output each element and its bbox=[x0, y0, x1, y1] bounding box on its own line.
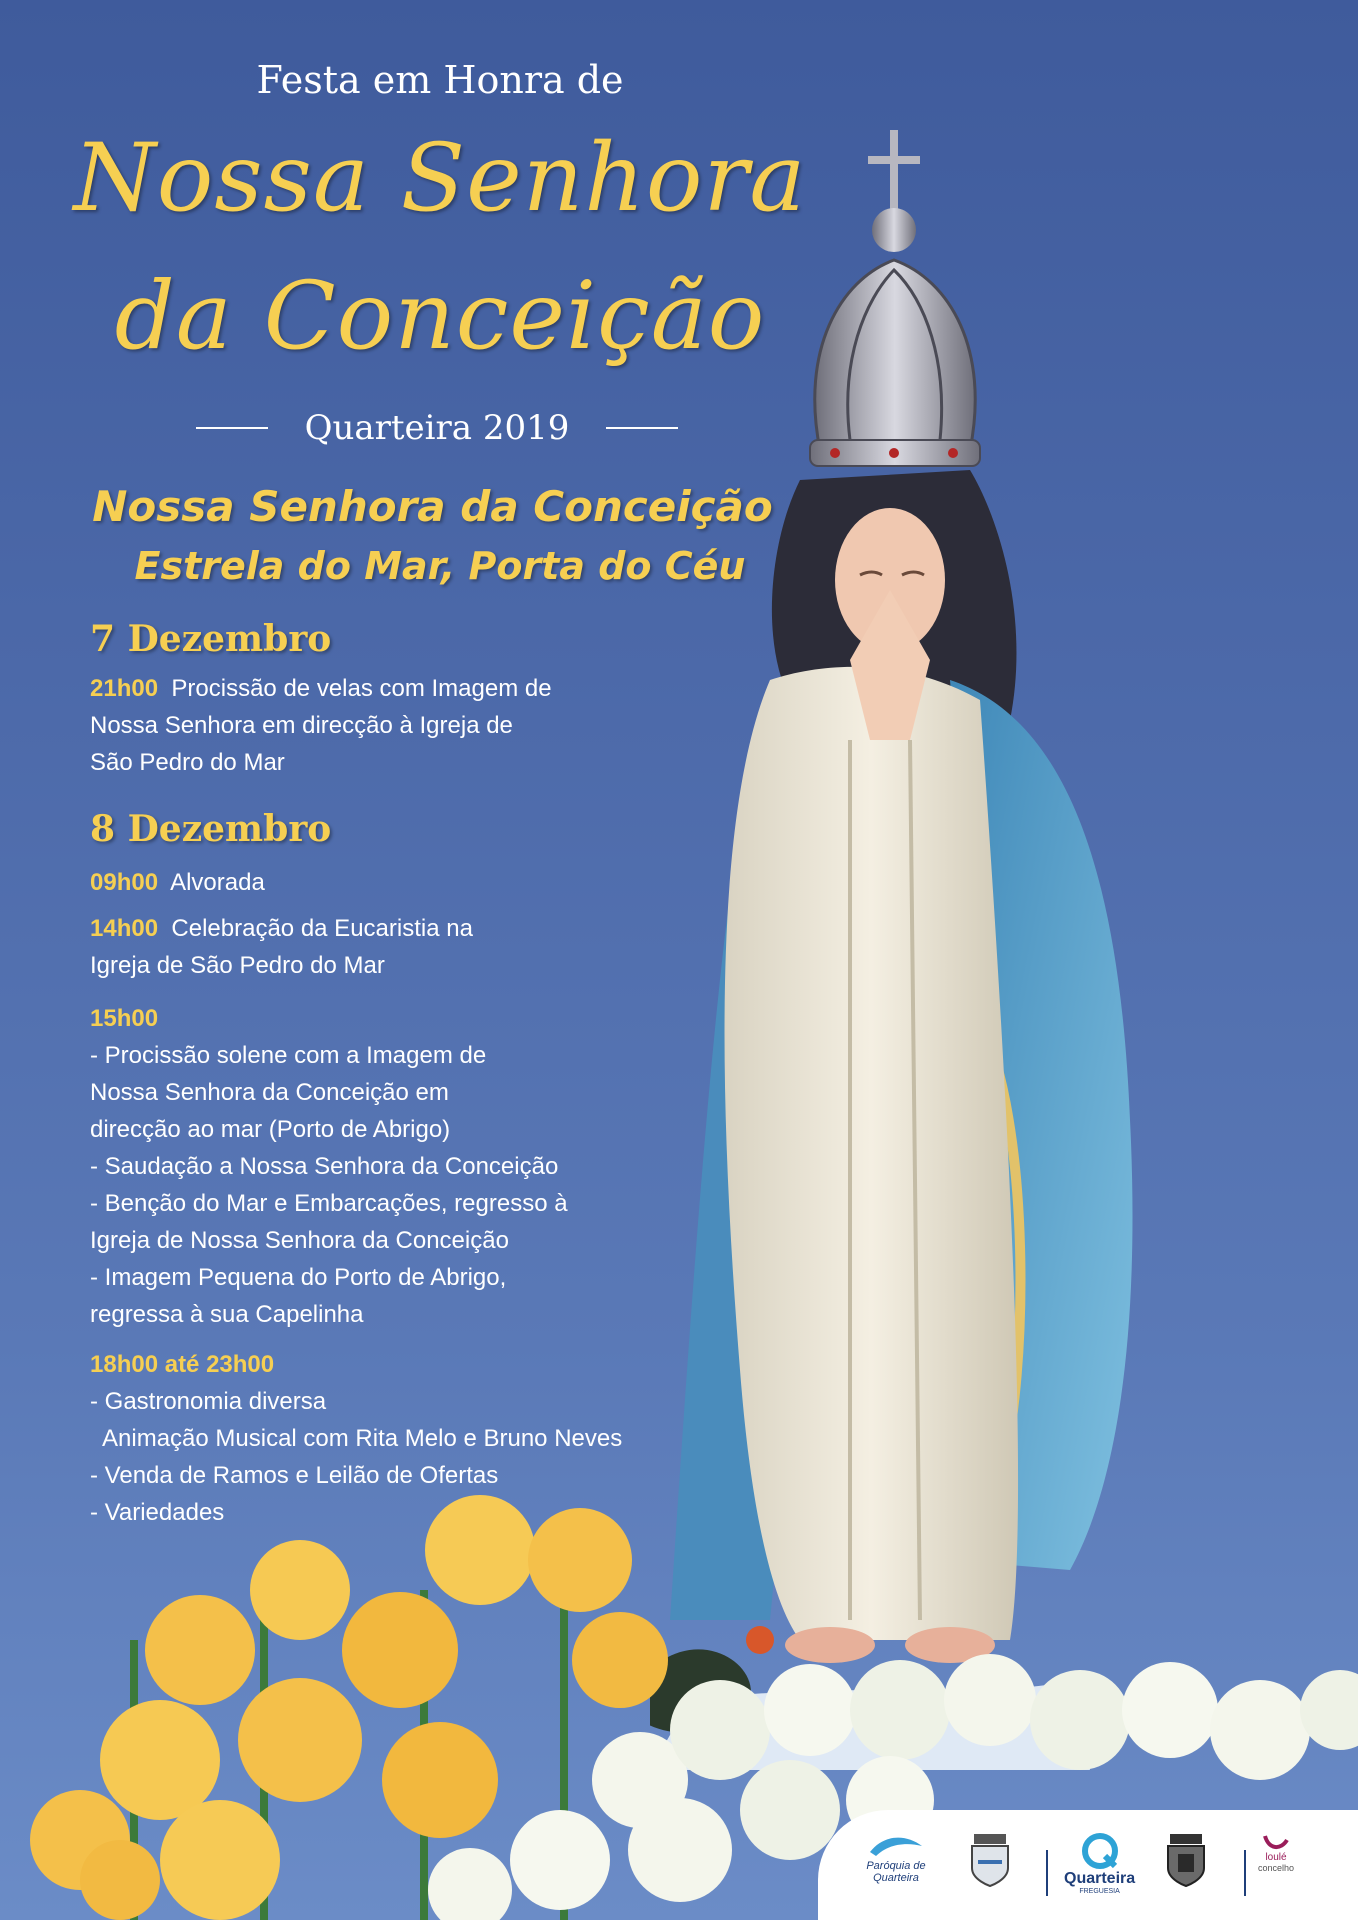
event-text-line: Igreja de São Pedro do Mar bbox=[90, 952, 385, 979]
city-year: Quarteira 2019 bbox=[304, 408, 570, 448]
day2-event-4 bbox=[90, 1346, 622, 1531]
event-text-line: - Saudação a Nossa Senhora da Conceição bbox=[90, 1153, 559, 1180]
event-time: 14h00 bbox=[90, 915, 159, 942]
loule-name-line-1: loulé bbox=[1265, 1852, 1287, 1863]
event-text: Celebração da Eucaristia na bbox=[171, 915, 473, 942]
parish-name-line-2: Quarteira bbox=[873, 1872, 919, 1884]
event-text: Alvorada bbox=[170, 869, 265, 896]
loule-swoosh-icon bbox=[1261, 1832, 1291, 1852]
pre-title: Festa em Honra de bbox=[256, 58, 624, 102]
main-title-line-2: da Conceição bbox=[114, 262, 766, 371]
subtitle-1: Nossa Senhora da Conceição bbox=[92, 482, 773, 531]
sponsor-logo-bar bbox=[818, 1810, 1358, 1920]
divider-right bbox=[606, 427, 678, 429]
event-text-line: Nossa Senhora da Conceição em bbox=[90, 1079, 449, 1106]
loule-name-line-2: concelho bbox=[1258, 1863, 1295, 1873]
parish-logo bbox=[866, 1832, 926, 1884]
event-text-line: Animação Musical com Rita Melo e Bruno Neves bbox=[90, 1425, 623, 1452]
coat-of-arms-icon bbox=[968, 1832, 1012, 1888]
divider-left bbox=[196, 427, 268, 429]
event-text-line: - Benção do Mar e Embarcações, regresso à bbox=[90, 1190, 568, 1217]
event-text-line: Igreja de Nossa Senhora da Conceição bbox=[90, 1227, 509, 1254]
day2-event-2 bbox=[90, 910, 473, 984]
quarteira-q-icon bbox=[1081, 1832, 1119, 1870]
event-text-line: regressa à sua Capelinha bbox=[90, 1301, 364, 1328]
logo-divider bbox=[1046, 1850, 1048, 1896]
event-text-line: São Pedro do Mar bbox=[90, 749, 285, 776]
event-line bbox=[90, 910, 473, 947]
event-text-line: - Venda de Ramos e Leilão de Ofertas bbox=[90, 1462, 499, 1489]
event-time: 15h00 bbox=[90, 1005, 159, 1032]
event-text-line: Nossa Senhora em direcção à Igreja de bbox=[90, 712, 513, 739]
main-title-line-1: Nossa Senhora bbox=[73, 124, 807, 233]
day2-title: 8 Dezembro bbox=[90, 808, 332, 850]
quarteira-logo bbox=[1064, 1832, 1135, 1895]
logo-divider bbox=[1244, 1850, 1246, 1896]
event-time: 09h00 bbox=[90, 869, 159, 896]
day1-event bbox=[90, 670, 552, 781]
parish-name-line-1: Paróquia de bbox=[866, 1860, 926, 1872]
event-text-line: - Procissão solene com a Imagem de bbox=[90, 1042, 487, 1069]
event-line bbox=[90, 864, 265, 901]
event-time: 18h00 até 23h00 bbox=[90, 1351, 275, 1378]
event-text-line: - Variedades bbox=[90, 1499, 225, 1526]
day2-event-1 bbox=[90, 864, 265, 901]
event-text-line: direcção ao mar (Porto de Abrigo) bbox=[90, 1116, 451, 1143]
event-text: Procissão de velas com Imagem de bbox=[171, 675, 552, 702]
event-text-line: - Gastronomia diversa bbox=[90, 1388, 327, 1415]
coat-of-arms-2 bbox=[1164, 1832, 1208, 1888]
subtitle-2: Estrela do Mar, Porta do Céu bbox=[134, 544, 746, 588]
event-text-line: - Imagem Pequena do Porto de Abrigo, bbox=[90, 1264, 507, 1291]
day1-event-line bbox=[90, 670, 552, 707]
coat-of-arms-icon bbox=[1164, 1832, 1208, 1888]
coat-of-arms-1 bbox=[968, 1832, 1012, 1888]
day2-event-3 bbox=[90, 1000, 568, 1333]
city-year-line bbox=[196, 408, 678, 448]
event-time: 21h00 bbox=[90, 675, 159, 702]
dolphin-icon bbox=[866, 1832, 926, 1860]
quarteira-subtitle: FREGUESIA bbox=[1079, 1888, 1120, 1895]
loule-logo bbox=[1258, 1832, 1294, 1873]
quarteira-name: Quarteira bbox=[1064, 1870, 1136, 1887]
day1-title: 7 Dezembro bbox=[90, 618, 332, 660]
